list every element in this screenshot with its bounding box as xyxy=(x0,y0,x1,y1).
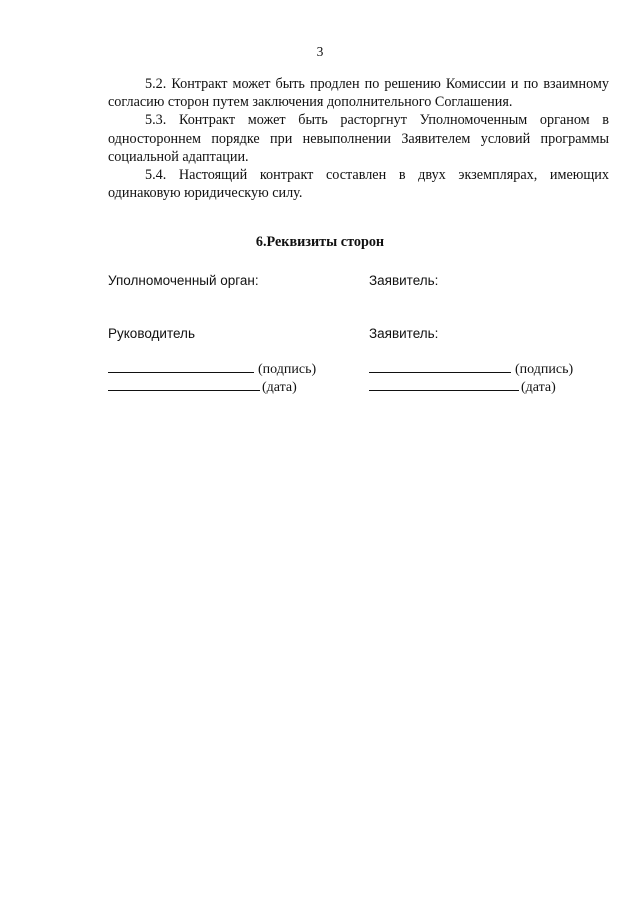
right-signature-line[interactable] xyxy=(369,359,511,373)
requisites-title: 6.Реквизиты сторон xyxy=(255,234,385,250)
right-signature-row xyxy=(369,359,573,378)
authorized-body-label: Уполномоченный орган: xyxy=(108,273,259,288)
right-signature-caption: (подпись) xyxy=(515,362,574,377)
head-label: Руководитель xyxy=(108,326,195,341)
left-date-caption: (дата) xyxy=(262,380,297,395)
right-date-caption: (дата) xyxy=(521,380,556,395)
page-number: 3 xyxy=(316,44,324,59)
right-date-row xyxy=(369,377,556,396)
right-date-line[interactable] xyxy=(369,377,519,391)
left-date-line[interactable] xyxy=(108,377,260,391)
left-signature-caption: (подпись) xyxy=(258,362,317,377)
paragraph-5-2: 5.2. Контракт может быть продлен по решению Комиссии и по взаимному согласию сторон путем заключения дополнительного Соглашения. xyxy=(108,76,609,111)
left-date-row xyxy=(108,377,297,396)
contract-terms-section xyxy=(108,75,609,202)
paragraph-5-4: 5.4. Настоящий контракт составлен в двух экземплярах, имеющих одинаковую юридическую силу. xyxy=(108,167,609,202)
paragraph-5-3: 5.3. Контракт может быть расторгнут Уполномоченным органом в одностороннем порядке при невыполнении Заявителем условий программы социальной адаптации. xyxy=(108,112,609,165)
left-signature-row xyxy=(108,359,316,378)
applicant-signer-label: Заявитель: xyxy=(369,326,439,341)
applicant-label: Заявитель: xyxy=(369,273,439,288)
left-signature-line[interactable] xyxy=(108,359,254,373)
